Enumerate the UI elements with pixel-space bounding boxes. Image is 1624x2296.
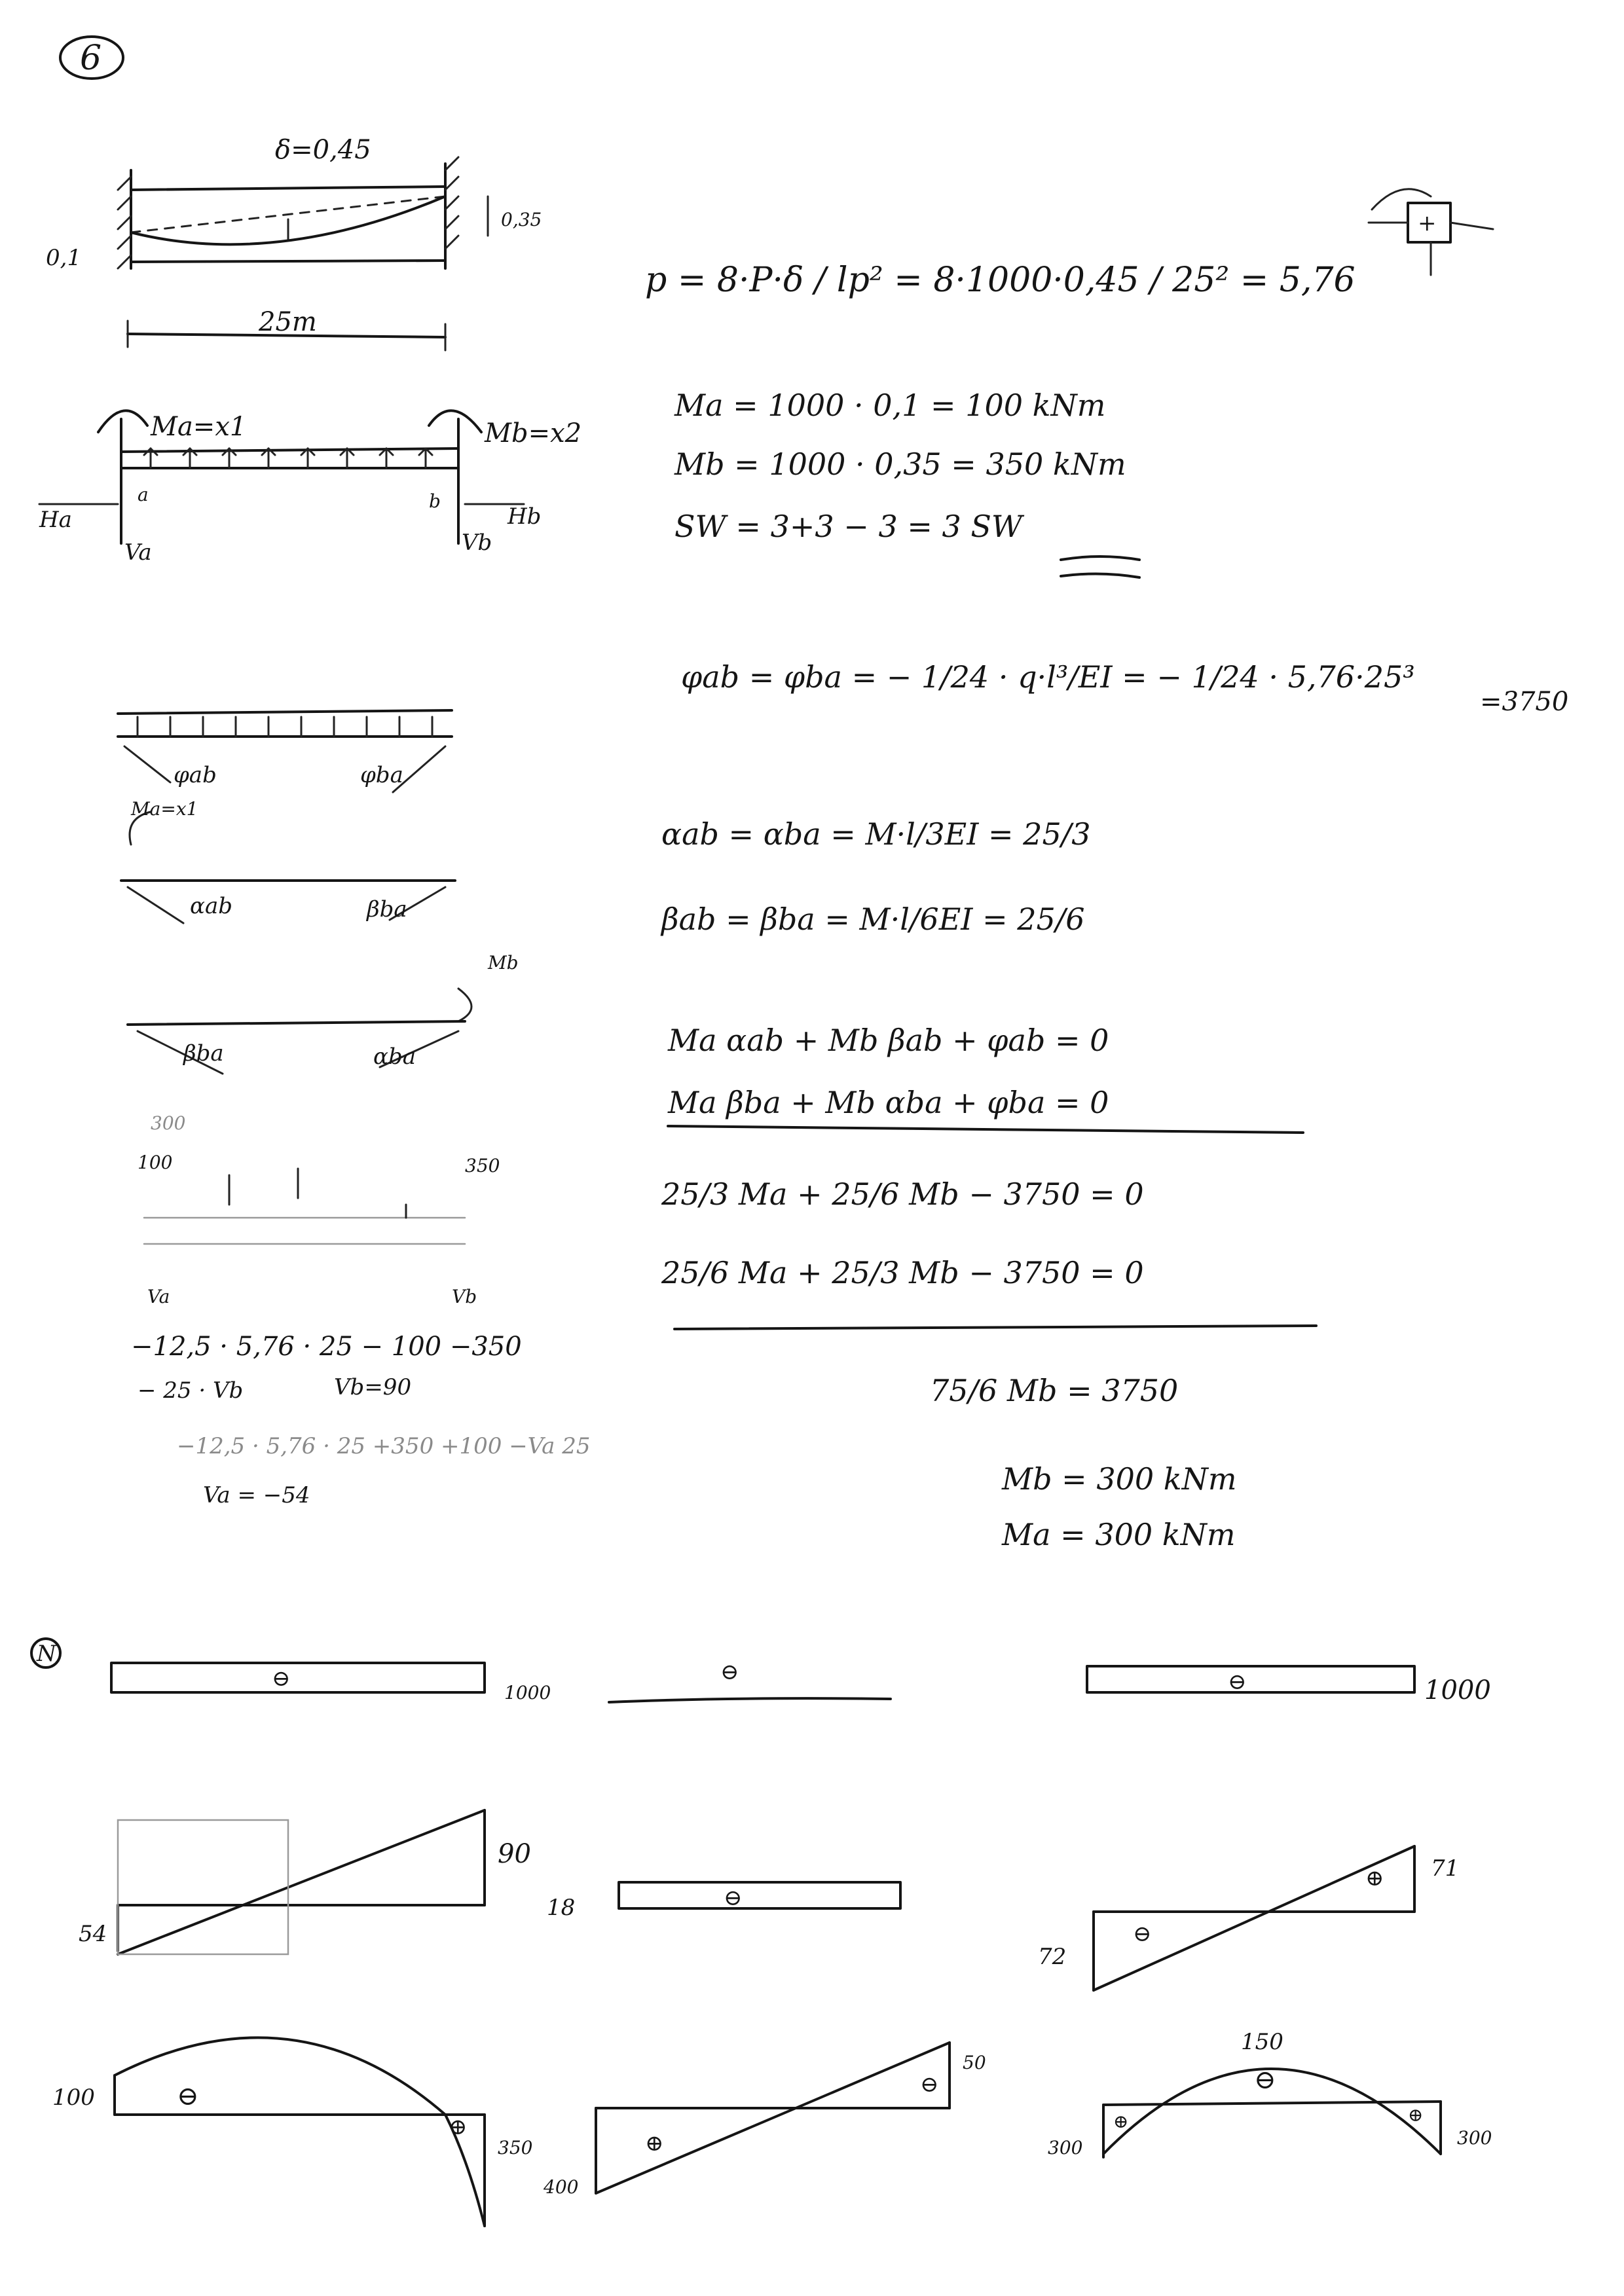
base-state-sketches [118,710,519,1074]
svg-text:⊖: ⊖ [920,2071,939,2098]
bending-moment-diagrams [52,2029,1492,2226]
svg-text:Mb = 300 kNm: Mb = 300 kNm [1002,1461,1237,1497]
svg-text:Mb = 1000 · 0,35 = 350 kNm: Mb = 1000 · 0,35 = 350 kNm [674,446,1126,482]
svg-text:54: 54 [79,1921,107,1947]
svg-text:αba: αba [373,1044,416,1070]
sign-convention [1369,189,1493,275]
svg-text:100: 100 [52,2085,95,2111]
svg-text:Vb: Vb [452,1286,477,1307]
svg-text:Vb=90: Vb=90 [334,1374,412,1400]
svg-text:Ma=x1: Ma=x1 [131,798,198,820]
svg-text:18: 18 [547,1895,576,1921]
svg-text:−12,5 · 5,76 · 25 +350 +100 −V: −12,5 · 5,76 · 25 +350 +100 −Va 25 [177,1433,591,1459]
calculation-column [645,261,1568,1552]
svg-text:Ma βba + Mb αba + φba = 0: Ma βba + Mb αba + φba = 0 [668,1085,1109,1120]
svg-text:⊕: ⊕ [1113,2111,1129,2132]
svg-text:300: 300 [1048,2137,1083,2159]
svg-text:⊖: ⊖ [1133,1921,1152,1947]
svg-text:⊖: ⊖ [177,2081,199,2111]
svg-text:p = 8·P·δ / lp² = 8·1000·0,45: p = 8·P·δ / lp² = 8·1000·0,45 / 25² = 5,76 [645,261,1356,300]
svg-text:25/3 Ma + 25/6 Mb − 3750 = 0: 25/3 Ma + 25/6 Mb − 3750 = 0 [661,1176,1144,1212]
reaction-sketch [131,1112,590,1508]
svg-text:b: b [429,490,441,512]
normal-force-diagrams [31,1639,1491,1705]
svg-text:φab: φab [174,762,217,788]
svg-text:90: 90 [498,1839,531,1869]
svg-text:Ma = 1000 · 0,1 = 100 kNm: Ma = 1000 · 0,1 = 100 kNm [674,388,1106,423]
svg-text:=3750: =3750 [1480,687,1569,717]
svg-text:Va: Va [124,539,152,566]
svg-text:αab = αba = M·l/3EI = 25/3: αab = αba = M·l/3EI = 25/3 [661,816,1091,852]
svg-text:⊖: ⊖ [272,1666,291,1692]
svg-text:αab: αab [190,893,232,919]
svg-text:⊕: ⊕ [1408,2104,1424,2126]
svg-text:75/6 Mb = 3750: 75/6 Mb = 3750 [930,1373,1179,1408]
svg-text:0,1: 0,1 [46,245,82,271]
svg-text:Ma = 300 kNm: Ma = 300 kNm [1002,1517,1236,1552]
svg-text:150: 150 [1241,2029,1283,2055]
svg-text:Mb=x2: Mb=x2 [485,418,582,448]
svg-text:300: 300 [151,1112,186,1134]
svg-text:50: 50 [963,2052,986,2073]
svg-text:Vb: Vb [462,530,492,556]
svg-text:φab = φba = − 1/24 · q·l³/EI =: φab = φba = − 1/24 · q·l³/EI = − 1/24 · 5,76·25³ [681,659,1415,695]
svg-text:SW = 3+3 − 3 = 3 SW: SW = 3+3 − 3 = 3 SW [674,509,1023,544]
svg-text:βba: βba [183,1040,224,1066]
svg-text:0,35: 0,35 [501,209,542,230]
svg-text:Ma αab + Mb βab + φab = 0: Ma αab + Mb βab + φab = 0 [668,1023,1109,1058]
svg-text:1000: 1000 [504,1682,551,1704]
svg-text:⊖: ⊖ [1228,1669,1247,1695]
svg-text:100: 100 [138,1152,173,1173]
svg-text:Mb: Mb [488,952,519,974]
svg-text:⊖: ⊖ [720,1659,739,1685]
svg-text:⊕: ⊕ [449,2114,468,2140]
shear-force-diagrams [79,1810,1459,1990]
statical-system [39,410,581,566]
svg-text:− 25 · Vb: − 25 · Vb [138,1377,244,1404]
svg-text:Va: Va [147,1286,170,1307]
svg-text:βab = βba = M·l/6EI = 25/6: βab = βba = M·l/6EI = 25/6 [661,902,1085,937]
svg-text:Ha: Ha [39,507,72,533]
svg-text:⊕: ⊕ [645,2130,664,2157]
svg-text:δ=0,45: δ=0,45 [275,135,371,165]
svg-text:72: 72 [1038,1944,1067,1970]
problem-number [60,37,123,79]
beam-sketch [46,135,542,350]
svg-text:φba: φba [360,762,403,788]
load-arrows-2 [138,717,432,737]
svg-text:−12,5 · 5,76 · 25 − 100 −350: −12,5 · 5,76 · 25 − 100 −350 [131,1332,522,1362]
svg-text:⊖: ⊖ [724,1885,743,1911]
svg-text:Hb: Hb [507,503,542,530]
svg-text:⊕: ⊕ [1365,1865,1384,1891]
svg-text:+: + [1418,210,1437,236]
svg-text:25/6 Ma + 25/3 Mb − 3750 = 0: 25/6 Ma + 25/3 Mb − 3750 = 0 [661,1255,1144,1290]
svg-text:350: 350 [465,1155,500,1176]
svg-text:300: 300 [1457,2127,1492,2149]
svg-text:350: 350 [498,2137,533,2159]
svg-text:25m: 25m [259,307,317,337]
svg-text:⊖: ⊖ [1254,2065,1276,2095]
svg-text:Ma=x1: Ma=x1 [151,412,247,442]
svg-text:N: N [37,1641,56,1667]
svg-text:400: 400 [544,2176,579,2198]
svg-text:6: 6 [80,39,102,78]
svg-text:1000: 1000 [1424,1675,1491,1705]
svg-text:71: 71 [1431,1855,1460,1882]
svg-text:Va = −54: Va = −54 [203,1482,310,1508]
svg-text:βba: βba [367,896,407,922]
svg-text:a: a [138,484,149,505]
